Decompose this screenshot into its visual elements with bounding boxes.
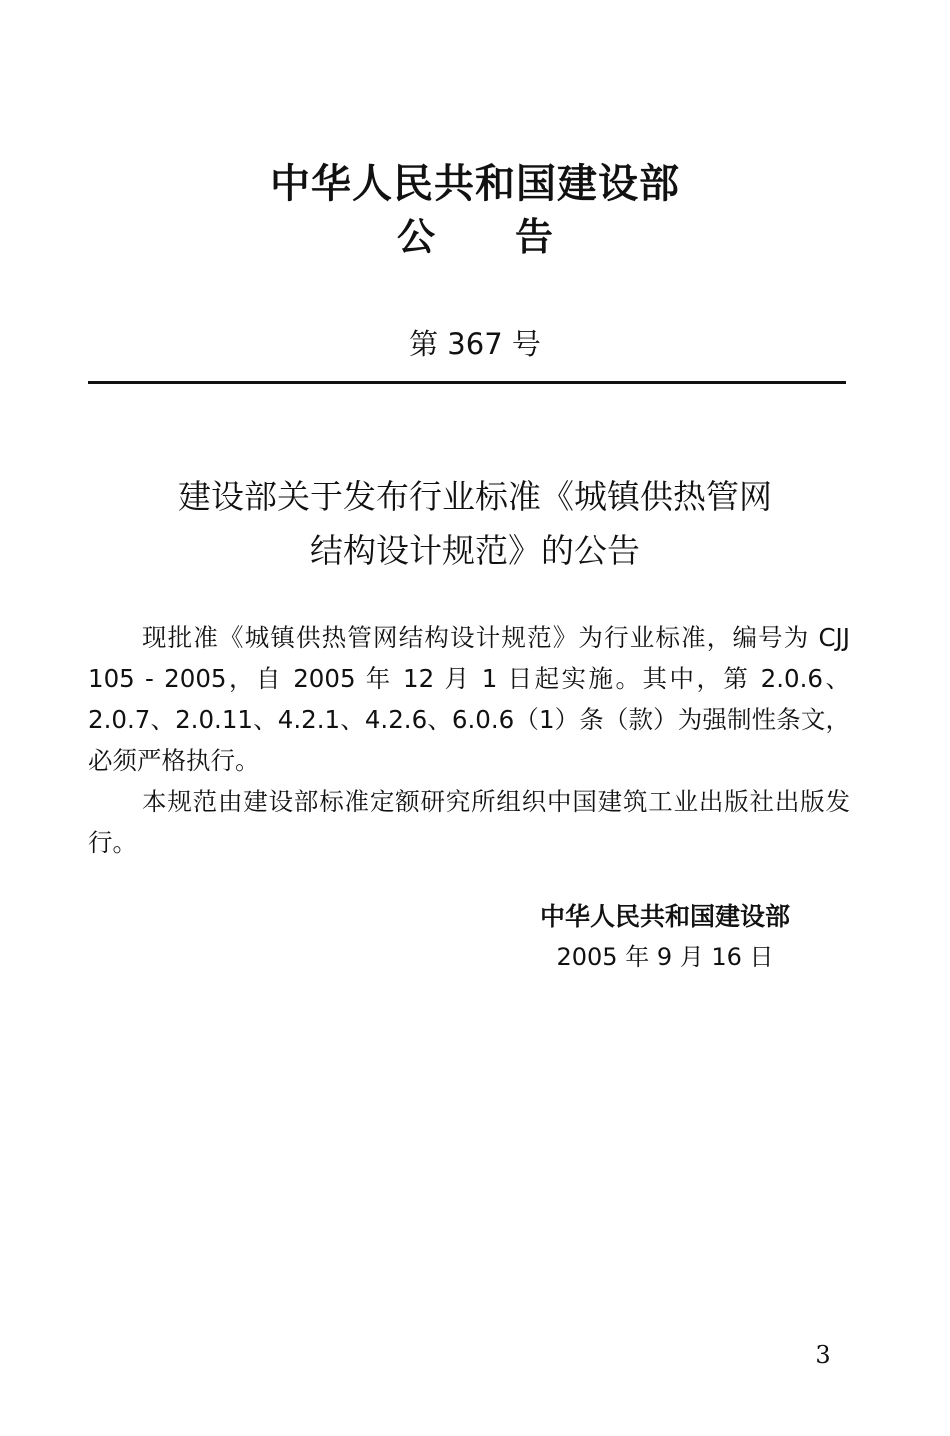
document-title: [0, 470, 950, 578]
body-paragraph: 现批准《城镇供热管网结构设计规范》为行业标准，编号为 CJJ 105 - 2005，自 2005 年 12 月 1 日起实施。其中，第 2.0.6、2.0.7、2.0.11、4.2.1、4.2.6、6.0.6（1）条（款）为强制性条文，必须严格执行。: [88, 623, 850, 775]
header-divider: [88, 381, 846, 384]
issuer-heading: 中华人民共和国建设部: [270, 161, 680, 207]
body-paragraph: 本规范由建设部标准定额研究所组织中国建筑工业出版社出版发行。: [88, 787, 850, 857]
document-title-line-2: 结构设计规范》的公告: [310, 531, 640, 570]
page-number: 3: [815, 1341, 831, 1369]
notice-heading: 公告: [396, 215, 633, 259]
document-title-line-1: 建设部关于发布行业标准《城镇供热管网: [178, 477, 772, 516]
signature-block: [500, 897, 830, 977]
document-number: 第 367 号: [409, 327, 541, 361]
signature-date: 2005 年 9 月 16 日: [556, 943, 774, 971]
signature-organization: 中华人民共和国建设部: [539, 902, 790, 931]
notice-body: [88, 617, 850, 863]
